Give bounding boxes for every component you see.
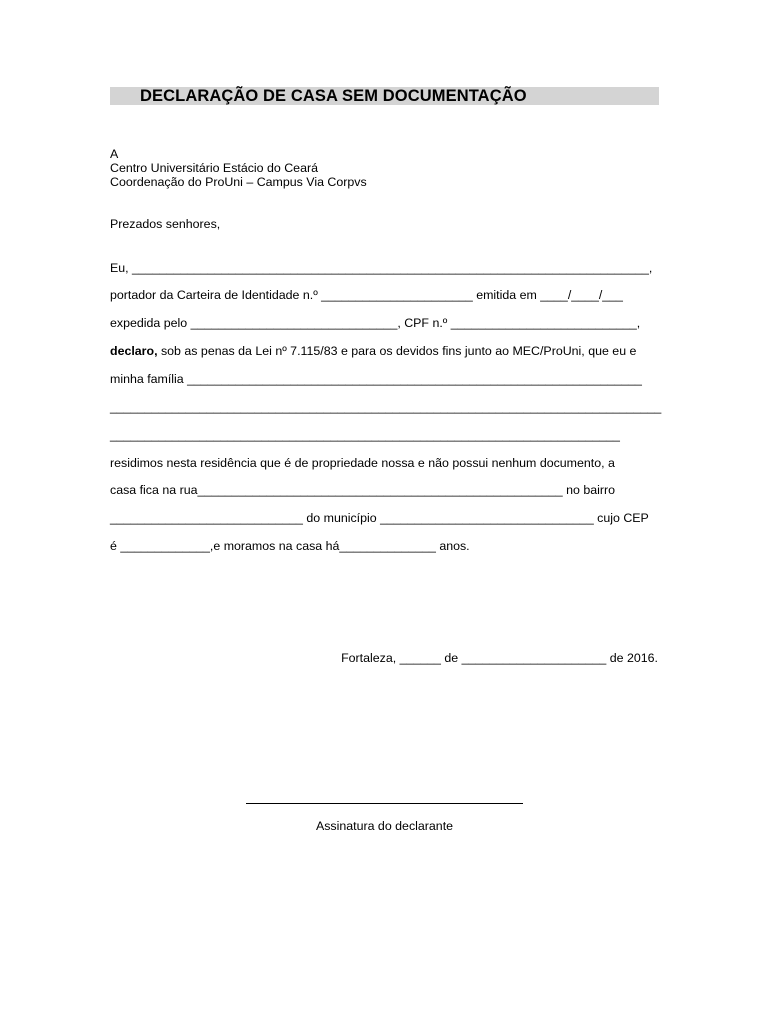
body-line-6: ________________________________________________________________________________ bbox=[110, 400, 662, 414]
body-line-3: expedida pelo ______________________________, CPF n.º ___________________________, bbox=[110, 316, 641, 330]
body-line-1: Eu, ___________________________________________________________________________, bbox=[110, 261, 653, 275]
body-line-5: minha família __________________________________________________________________ bbox=[110, 372, 642, 386]
signature-label: Assinatura do declarante bbox=[315, 819, 454, 833]
recipient-line-3: Coordenação do ProUni – Campus Via Corpvs bbox=[110, 175, 367, 189]
greeting: Prezados senhores, bbox=[110, 217, 221, 231]
recipient-line-1: A bbox=[110, 147, 119, 161]
body-line-9: casa fica na rua_____________________________________________________ no bairro bbox=[110, 483, 616, 497]
recipient-line-2: Centro Universitário Estácio do Ceará bbox=[110, 161, 318, 175]
body-line-8: residimos nesta residência que é de propriedade nossa e não possui nenhum documento, a bbox=[110, 456, 615, 470]
body-line-4 bbox=[110, 343, 636, 359]
signature-line bbox=[246, 803, 523, 804]
body-line-10: ____________________________ do município _______________________________ cujo CEP bbox=[110, 511, 649, 525]
body-line-7: __________________________________________________________________________ bbox=[110, 428, 620, 442]
body-line-4-rest: sob as penas da Lei nº 7.115/83 e para os devidos fins junto ao MEC/ProUni, que eu e bbox=[157, 344, 637, 358]
document-title: DECLARAÇÃO DE CASA SEM DOCUMENTAÇÃO bbox=[140, 87, 527, 105]
declaro-bold: declaro, bbox=[110, 344, 158, 358]
body-line-11: é _____________,e moramos na casa há______________ anos. bbox=[110, 539, 470, 553]
date-line: Fortaleza, ______ de _____________________ de 2016. bbox=[341, 651, 658, 665]
body-line-2: portador da Carteira de Identidade n.º ______________________ emitida em ____/____/___ bbox=[110, 288, 623, 302]
